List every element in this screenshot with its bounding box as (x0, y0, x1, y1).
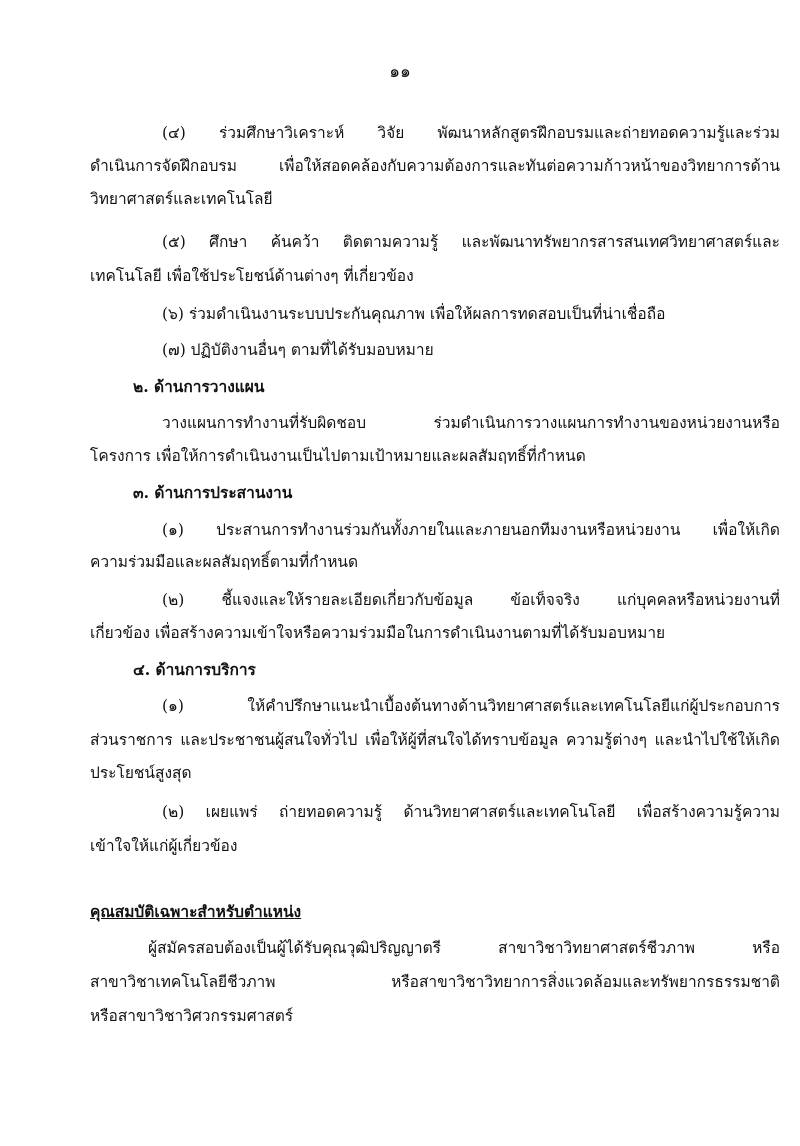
duty-5-line-2: เทคโนโลยี เพื่อใช้ประโยชน์ด้านต่างๆ ที่เกี่ยวข้อง (90, 267, 414, 285)
qualification-line-2: สาขาวิชาเทคโนโลยีชีวภาพ หรือสาขาวิชาวิทยาการสิ่งแวดล้อมและทรัพยากรธรรมชาติ (90, 973, 780, 991)
coordination-2-line-2: เกี่ยวข้อง เพื่อสร้างความเข้าใจหรือความร่วมมือในการดำเนินงานตามที่ได้รับมอบหมาย (90, 624, 666, 642)
duty-7: (๗) ปฏิบัติงานอื่นๆ ตามที่ได้รับมอบหมาย (162, 341, 434, 359)
qualification-line-1: ผู้สมัครสอบต้องเป็นผู้ได้รับคุณวุฒิปริญญาตรี สาขาวิชาวิทยาศาสตร์ชีวภาพ หรือ (148, 939, 780, 957)
planning-line-2: โครงการ เพื่อให้การดำเนินงานเป็นไปตามเป้าหมายและผลสัมฤทธิ์ที่กำหนด (90, 447, 586, 465)
qualification-heading: คุณสมบัติเฉพาะสำหรับตำแหน่ง (90, 902, 302, 921)
service-1-line-3: ประโยชน์สูงสุด (90, 764, 192, 782)
service-2-line-2: เข้าใจให้แก่ผู้เกี่ยวข้อง (90, 837, 238, 855)
duty-5-line-1: (๕) ศึกษา ค้นคว้า ติดตามความรู้ และพัฒนาทรัพยากรสารสนเทศวิทยาศาสตร์และ (162, 233, 780, 251)
planning-line-1: วางแผนการทำงานที่รับผิดชอบ ร่วมดำเนินการวางแผนการทำงานของหน่วยงานหรือ (162, 414, 780, 432)
service-1-line-2: ส่วนราชการ และประชาชนผู้สนใจทั่วไป เพื่อให้ผู้ที่สนใจได้ทราบข้อมูล ความรู้ต่างๆ และนำไปใช้ให้เกิด (90, 731, 780, 749)
service-1-line-1: (๑) ให้คำปรึกษาแนะนำเบื้องต้นทางด้านวิทยาศาสตร์และเทคโนโลยีแก่ผู้ประกอบการ (162, 697, 780, 715)
section-planning-heading: ๒. ด้านการวางแผน (133, 377, 265, 396)
duty-4-line-3: วิทยาศาสตร์และเทคโนโลยี (90, 190, 273, 208)
qualification-line-3: หรือสาขาวิชาวิศวกรรมศาสตร์ (90, 1007, 294, 1025)
duty-4-line-1: (๔) ร่วมศึกษาวิเคราะห์ วิจัย พัฒนาหลักสูตรฝึกอบรมและถ่ายทอดความรู้และร่วม (162, 124, 780, 142)
section-service-heading: ๔. ด้านการบริการ (133, 660, 256, 679)
coordination-2-line-1: (๒) ชี้แจงและให้รายละเอียดเกี่ยวกับข้อมูล ข้อเท็จจริง แก่บุคคลหรือหน่วยงานที่ (162, 591, 780, 609)
coordination-1-line-2: ความร่วมมือและผลสัมฤทธิ์ตามที่กำหนด (90, 553, 359, 571)
duty-6: (๖) ร่วมดำเนินงานระบบประกันคุณภาพ เพื่อให้ผลการทดสอบเป็นที่น่าเชื่อถือ (162, 305, 666, 323)
page-number: ๑๑ (389, 62, 411, 82)
service-2-line-1: (๒) เผยแพร่ ถ่ายทอดความรู้ ด้านวิทยาศาสตร์และเทคโนโลยี เพื่อสร้างความรู้ความ (162, 803, 780, 821)
section-coordination-heading: ๓. ด้านการประสานงาน (133, 483, 293, 502)
coordination-1-line-1: (๑) ประสานการทำงานร่วมกันทั้งภายในและภายนอกทีมงานหรือหน่วยงาน เพื่อให้เกิด (162, 521, 780, 539)
duty-4-line-2: ดำเนินการจัดฝึกอบรม เพื่อให้สอดคล้องกับความต้องการและทันต่อความก้าวหน้าของวิทยาการด้าน (90, 157, 780, 175)
